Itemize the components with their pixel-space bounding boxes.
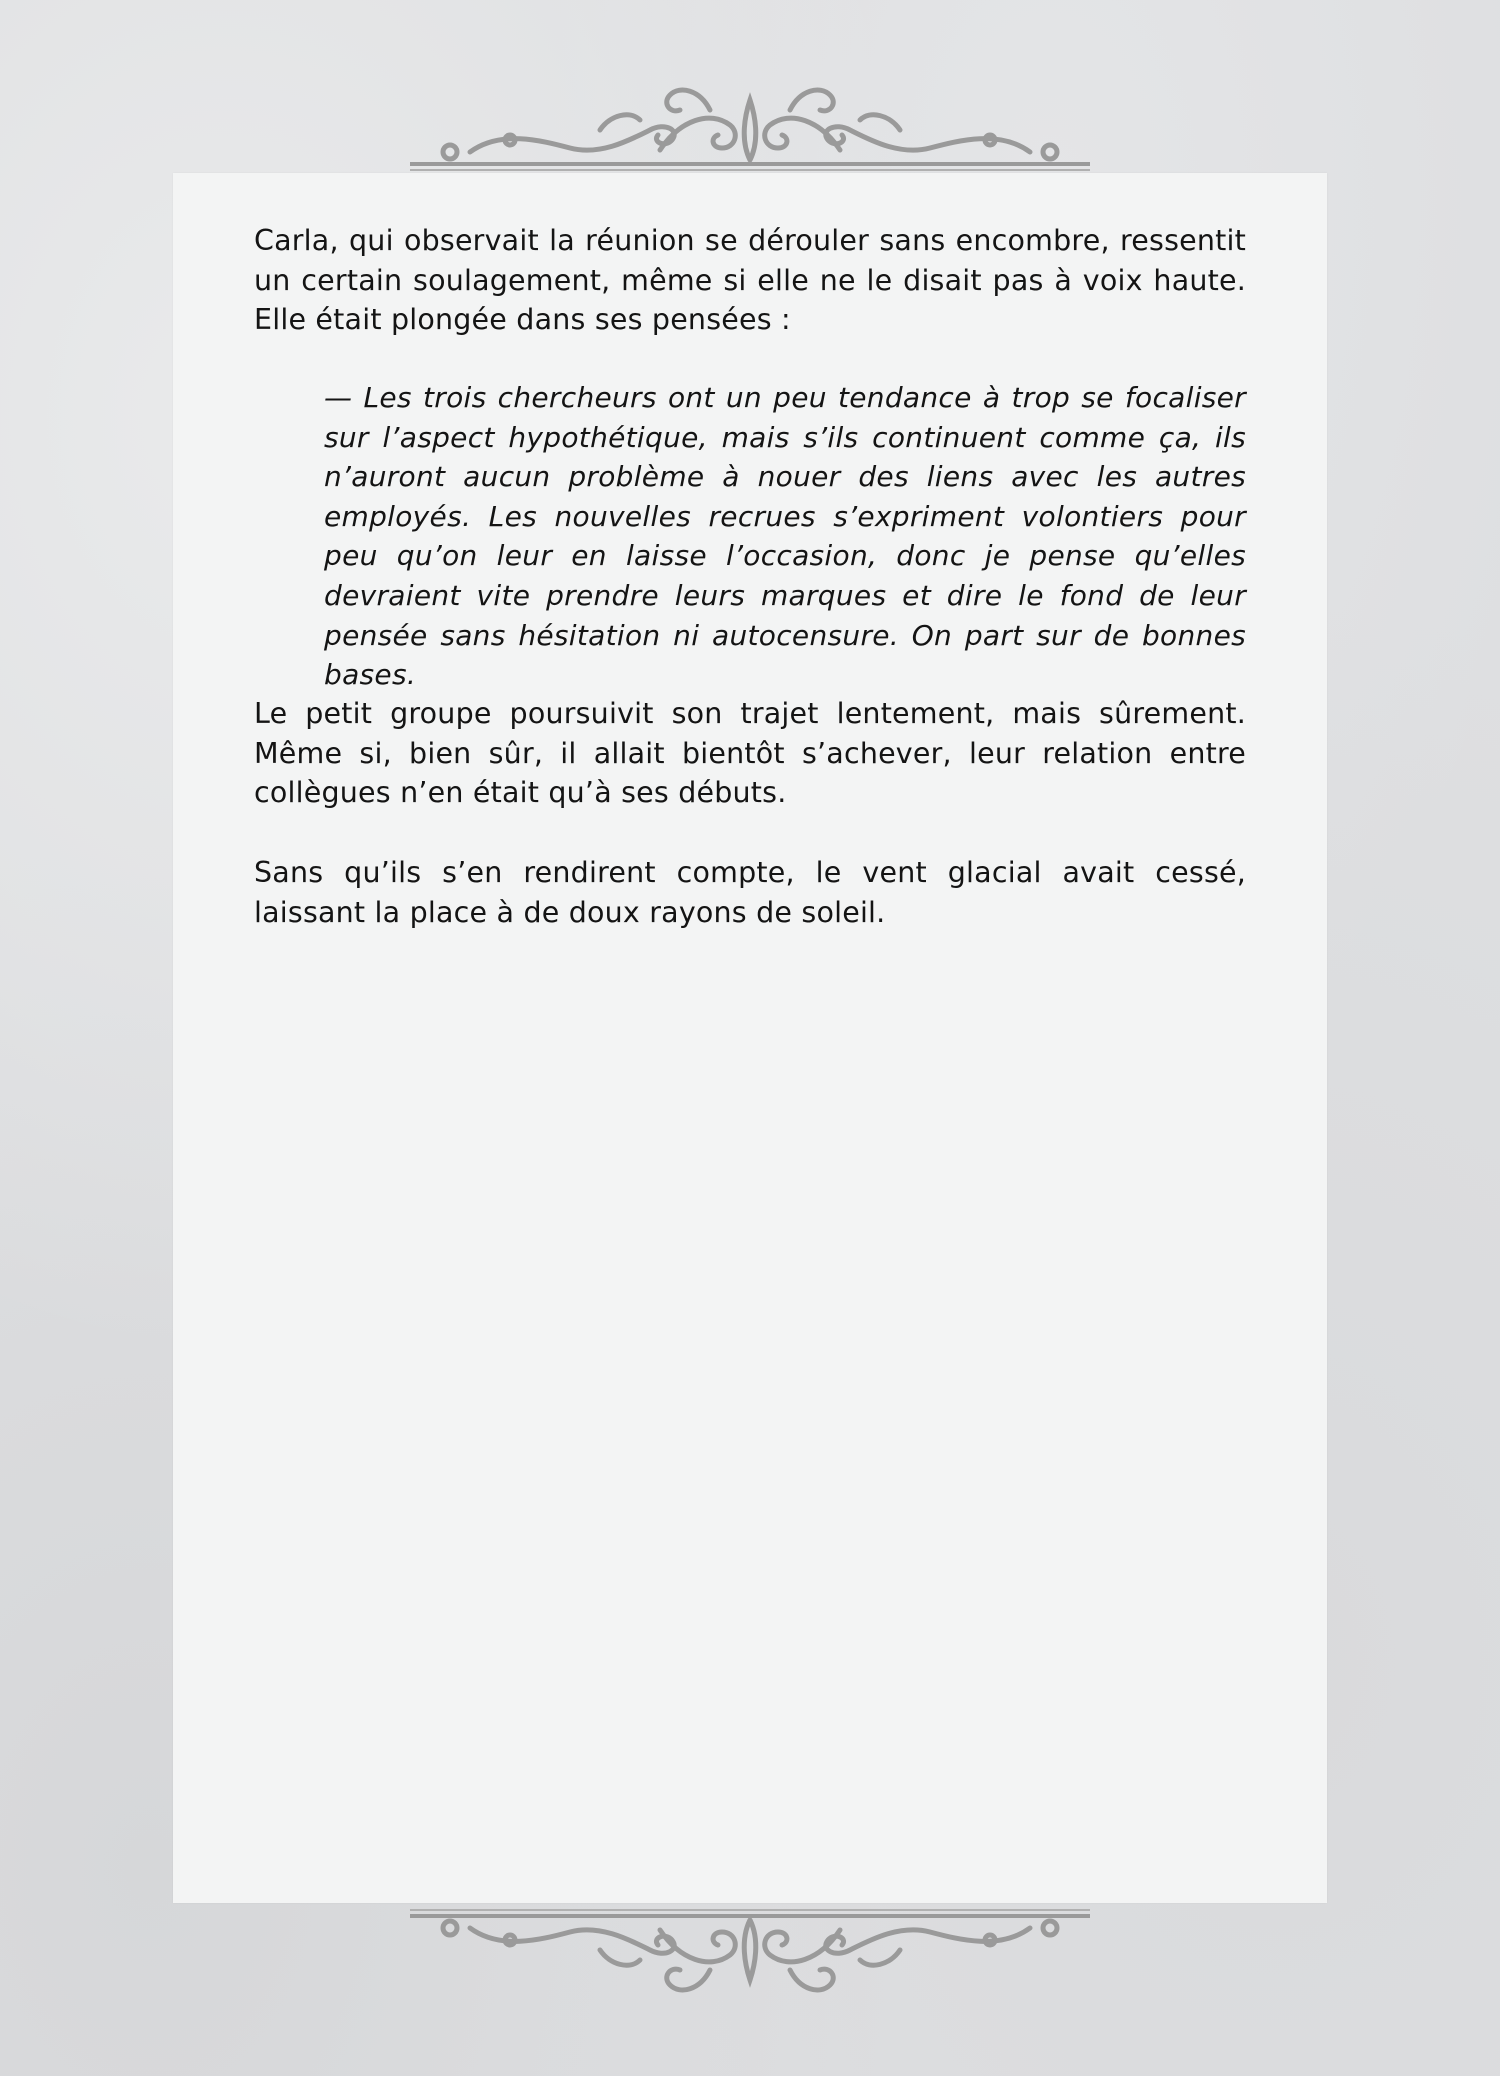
bottom-flourish-ornament [410, 1900, 1090, 2010]
paragraph-1: Carla, qui observait la réunion se dérouler sans encombre, ressentit un certain soulagement, même si elle ne le disait pas à voix haute. Elle était plongée dans ses pensées : [254, 224, 1246, 337]
paragraph-2: Le petit groupe poursuivit son trajet lentement, mais sûrement. Même si, bien sûr, il allait bientôt s’achever, leur relation entre collègues n’en était qu’à ses débuts. [254, 697, 1246, 810]
inner-thought-quote: — Les trois chercheurs ont un peu tendance à trop se focaliser sur l’aspect hypothétique, mais s’ils continuent comme ça, ils n’auront aucun problème à nouer des liens avec les autres employés. Les nouvelles recrues s’expriment volontiers pour peu qu’on leur en laisse l’occasion, donc je pense qu’elles devraient vite prendre leurs marques et dire le fond de leur pensée sans hésitation ni autocensure. On part sur de bonnes bases. [324, 381, 1246, 692]
paragraph-3: Sans qu’ils s’en rendirent compte, le vent glacial avait cessé, laissant la place à de doux rayons de soleil. [254, 856, 1246, 929]
page-panel [173, 173, 1327, 1903]
top-flourish-ornament [410, 70, 1090, 180]
